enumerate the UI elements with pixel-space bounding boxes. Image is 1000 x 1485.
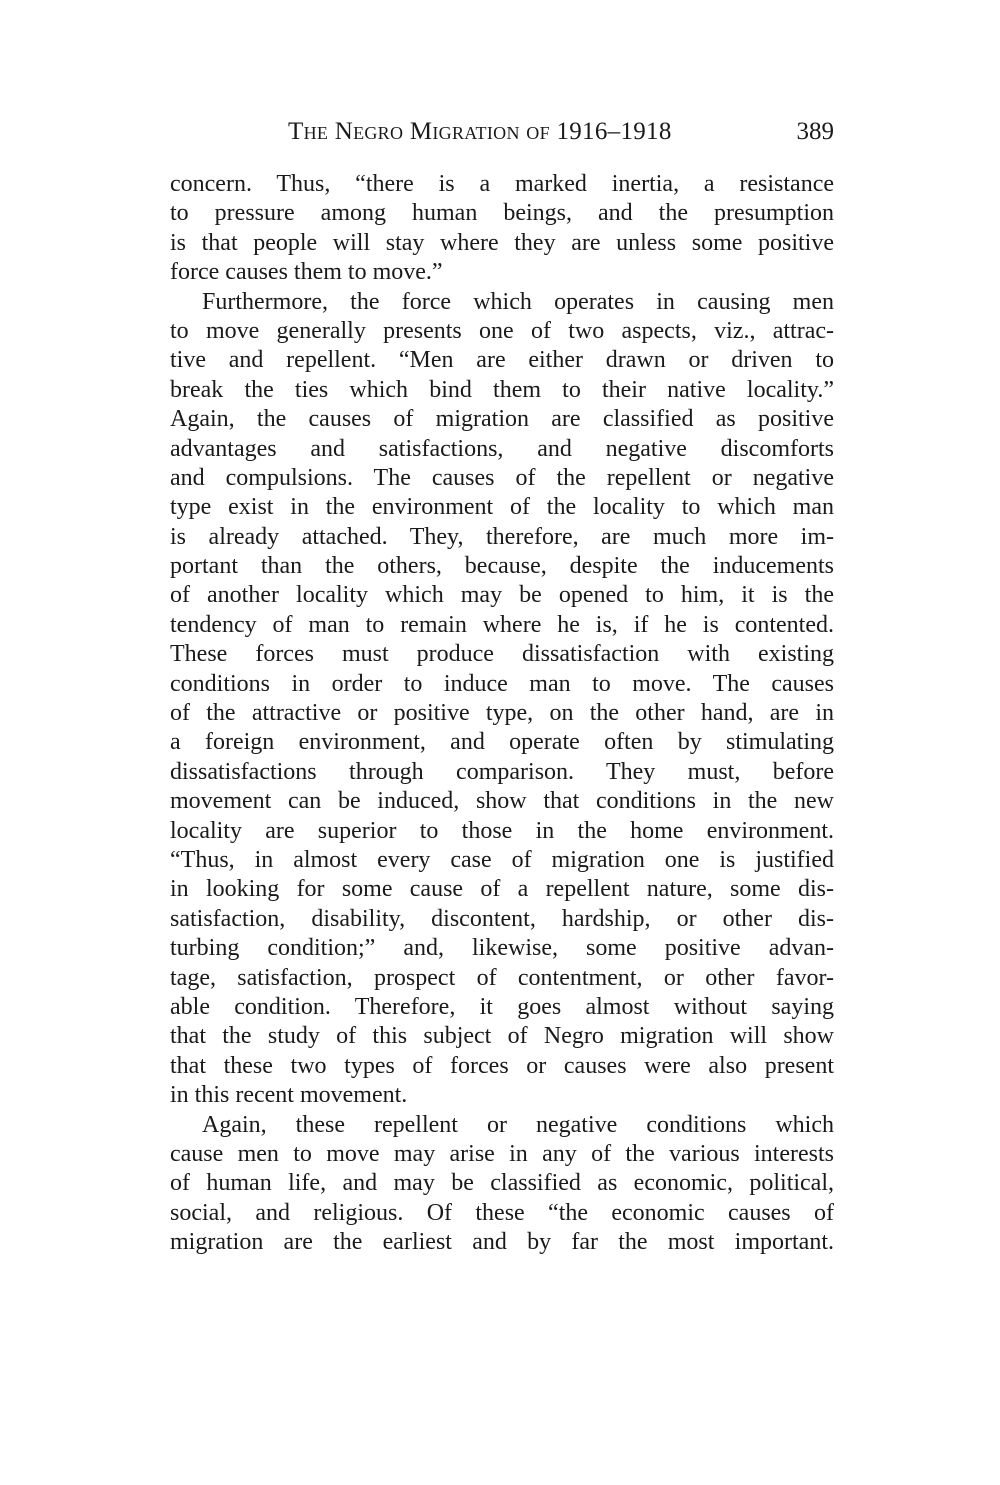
- text-line: cause men to move may arise in any of the various interests: [170, 1140, 834, 1167]
- text-line: tive and repellent. “Men are either drawn or driven to: [170, 347, 834, 374]
- text-line: and compulsions. The causes of the repellent or negative: [170, 464, 834, 491]
- text-line: concern. Thus, “there is a marked inertia, a resistance: [170, 171, 834, 197]
- text-line: “Thus, in almost every case of migration one is justified: [170, 846, 834, 873]
- text-line: tendency of man to remain where he is, if he is contented.: [170, 611, 834, 638]
- paragraph-1: [170, 170, 834, 288]
- text-line: satisfaction, disability, discontent, hardship, or other dis-: [170, 905, 834, 932]
- text-line: break the ties which bind them to their native locality.”: [170, 376, 834, 403]
- body-text: [170, 170, 834, 1257]
- text-line: migration are the earliest and by far the most important.: [170, 1229, 834, 1256]
- text-line: in this recent movement.: [170, 1082, 408, 1109]
- text-line: that the study of this subject of Negro migration will show: [170, 1023, 834, 1050]
- text-line: in looking for some cause of a repellent nature, some dis-: [170, 876, 834, 903]
- text-line: is already attached. They, therefore, are much more im-: [170, 523, 834, 550]
- text-line: is that people will stay where they are unless some positive: [170, 229, 834, 256]
- text-line: type exist in the environment of the locality to which man: [170, 494, 834, 521]
- running-head: [170, 118, 834, 154]
- text-line: dissatisfactions through comparison. They must, before: [170, 758, 834, 785]
- text-line: of human life, and may be classified as economic, political,: [170, 1170, 834, 1197]
- text-line: of the attractive or positive type, on the other hand, are in: [170, 700, 834, 727]
- text-line: of another locality which may be opened to him, it is the: [170, 582, 834, 609]
- text-line: movement can be induced, show that conditions in the new: [170, 788, 834, 815]
- text-line: a foreign environment, and operate often by stimulating: [170, 729, 834, 756]
- text-line: Again, these repellent or negative conditions which: [202, 1111, 834, 1138]
- paragraph-2: [170, 288, 834, 1111]
- page-number: 389: [796, 118, 834, 145]
- text-line: tage, satisfaction, prospect of contentment, or other favor-: [170, 964, 834, 991]
- text-line: force causes them to move.”: [170, 259, 443, 286]
- text-line: These forces must produce dissatisfaction with existing: [170, 641, 834, 668]
- text-line: able condition. Therefore, it goes almost without saying: [170, 993, 834, 1020]
- text-line: conditions in order to induce man to move. The causes: [170, 670, 834, 697]
- text-line: portant than the others, because, despite the inducements: [170, 553, 834, 580]
- text-line: to move generally presents one of two aspects, viz., attrac-: [170, 317, 834, 344]
- text-line: that these two types of forces or causes were also present: [170, 1052, 834, 1079]
- text-line: to pressure among human beings, and the presumption: [170, 200, 834, 227]
- running-title: The Negro Migration of 1916–1918: [288, 118, 672, 145]
- text-line: advantages and satisfactions, and negative discomforts: [170, 435, 834, 462]
- text-line: social, and religious. Of these “the economic causes of: [170, 1199, 834, 1226]
- text-line: turbing condition;” and, likewise, some positive advan-: [170, 935, 834, 962]
- text-line: Again, the causes of migration are classified as positive: [170, 406, 834, 433]
- text-line: Furthermore, the force which operates in causing men: [202, 288, 834, 315]
- paragraph-3: [170, 1111, 834, 1258]
- text-line: locality are superior to those in the home environment.: [170, 817, 834, 844]
